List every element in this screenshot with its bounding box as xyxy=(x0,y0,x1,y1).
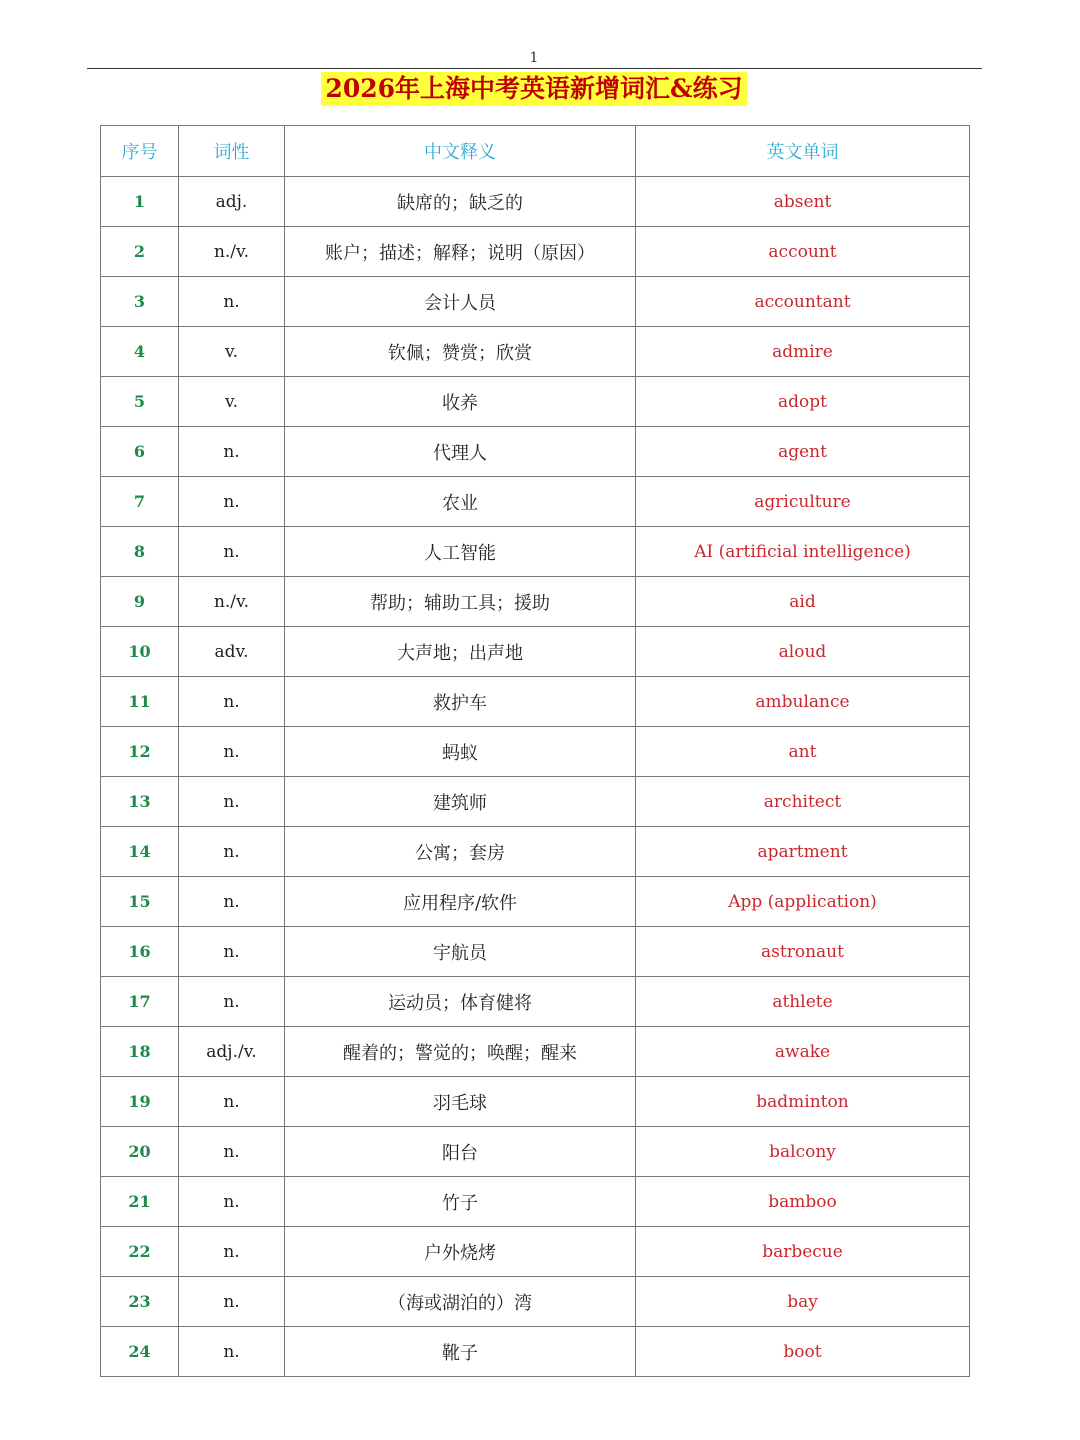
chinese-meaning-cell: 帮助；辅助工具；援助 xyxy=(285,577,636,627)
chinese-meaning-cell: 宇航员 xyxy=(285,927,636,977)
table-row xyxy=(101,427,970,477)
english-word-cell: accountant xyxy=(636,277,970,327)
chinese-meaning-cell: 公寓；套房 xyxy=(285,827,636,877)
part-of-speech-cell: n. xyxy=(179,677,285,727)
chinese-meaning-cell: 大声地；出声地 xyxy=(285,627,636,677)
serial-number-cell: 4 xyxy=(101,327,179,377)
part-of-speech-cell: n./v. xyxy=(179,227,285,277)
serial-number-cell: 14 xyxy=(101,827,179,877)
table-row xyxy=(101,1277,970,1327)
serial-number-cell: 20 xyxy=(101,1127,179,1177)
table-row xyxy=(101,677,970,727)
english-word-cell: adopt xyxy=(636,377,970,427)
serial-number-cell: 12 xyxy=(101,727,179,777)
title-wrap xyxy=(0,72,1068,106)
table-row xyxy=(101,627,970,677)
chinese-meaning-cell: 救护车 xyxy=(285,677,636,727)
table-row xyxy=(101,827,970,877)
serial-number-cell: 24 xyxy=(101,1327,179,1377)
english-word-cell: astronaut xyxy=(636,927,970,977)
english-word-cell: apartment xyxy=(636,827,970,877)
english-word-cell: architect xyxy=(636,777,970,827)
chinese-meaning-cell: （海或湖泊的）湾 xyxy=(285,1277,636,1327)
chinese-meaning-cell: 应用程序/软件 xyxy=(285,877,636,927)
english-word-cell: barbecue xyxy=(636,1227,970,1277)
part-of-speech-cell: adv. xyxy=(179,627,285,677)
english-word-cell: badminton xyxy=(636,1077,970,1127)
english-word-cell: App (application) xyxy=(636,877,970,927)
header-part-of-speech: 词性 xyxy=(179,126,285,177)
chinese-meaning-cell: 农业 xyxy=(285,477,636,527)
part-of-speech-cell: n. xyxy=(179,1077,285,1127)
table-row xyxy=(101,1327,970,1377)
serial-number-cell: 5 xyxy=(101,377,179,427)
table-row xyxy=(101,977,970,1027)
table-row xyxy=(101,527,970,577)
part-of-speech-cell: n. xyxy=(179,477,285,527)
english-word-cell: athlete xyxy=(636,977,970,1027)
part-of-speech-cell: v. xyxy=(179,377,285,427)
chinese-meaning-cell: 收养 xyxy=(285,377,636,427)
english-word-cell: admire xyxy=(636,327,970,377)
part-of-speech-cell: n. xyxy=(179,727,285,777)
table-row xyxy=(101,1177,970,1227)
serial-number-cell: 21 xyxy=(101,1177,179,1227)
part-of-speech-cell: n. xyxy=(179,1277,285,1327)
part-of-speech-cell: n. xyxy=(179,1177,285,1227)
part-of-speech-cell: n. xyxy=(179,1127,285,1177)
table-row xyxy=(101,327,970,377)
english-word-cell: bay xyxy=(636,1277,970,1327)
english-word-cell: aloud xyxy=(636,627,970,677)
header-chinese-meaning: 中文释义 xyxy=(285,126,636,177)
table-row xyxy=(101,477,970,527)
table-row xyxy=(101,227,970,277)
english-word-cell: aid xyxy=(636,577,970,627)
serial-number-cell: 13 xyxy=(101,777,179,827)
part-of-speech-cell: n. xyxy=(179,427,285,477)
chinese-meaning-cell: 缺席的；缺乏的 xyxy=(285,177,636,227)
english-word-cell: agent xyxy=(636,427,970,477)
part-of-speech-cell: n./v. xyxy=(179,577,285,627)
serial-number-cell: 11 xyxy=(101,677,179,727)
serial-number-cell: 10 xyxy=(101,627,179,677)
serial-number-cell: 15 xyxy=(101,877,179,927)
part-of-speech-cell: adj. xyxy=(179,177,285,227)
table-row xyxy=(101,727,970,777)
english-word-cell: AI (artificial intelligence) xyxy=(636,527,970,577)
serial-number-cell: 7 xyxy=(101,477,179,527)
table-row xyxy=(101,777,970,827)
serial-number-cell: 23 xyxy=(101,1277,179,1327)
english-word-cell: ambulance xyxy=(636,677,970,727)
part-of-speech-cell: n. xyxy=(179,1227,285,1277)
serial-number-cell: 19 xyxy=(101,1077,179,1127)
chinese-meaning-cell: 阳台 xyxy=(285,1127,636,1177)
header-rule xyxy=(87,68,982,69)
part-of-speech-cell: n. xyxy=(179,1327,285,1377)
table-row xyxy=(101,1127,970,1177)
english-word-cell: ant xyxy=(636,727,970,777)
chinese-meaning-cell: 蚂蚁 xyxy=(285,727,636,777)
table-row xyxy=(101,177,970,227)
table-row xyxy=(101,1227,970,1277)
serial-number-cell: 17 xyxy=(101,977,179,1027)
chinese-meaning-cell: 运动员；体育健将 xyxy=(285,977,636,1027)
header-serial-number: 序号 xyxy=(101,126,179,177)
header-english-word: 英文单词 xyxy=(636,126,970,177)
table-row xyxy=(101,277,970,327)
english-word-cell: awake xyxy=(636,1027,970,1077)
chinese-meaning-cell: 建筑师 xyxy=(285,777,636,827)
part-of-speech-cell: n. xyxy=(179,777,285,827)
page-title: 2026年上海中考英语新增词汇&练习 xyxy=(321,72,746,106)
table-header-row xyxy=(101,126,970,177)
table-row xyxy=(101,927,970,977)
serial-number-cell: 1 xyxy=(101,177,179,227)
vocabulary-table xyxy=(100,125,970,1377)
part-of-speech-cell: v. xyxy=(179,327,285,377)
part-of-speech-cell: n. xyxy=(179,927,285,977)
table-body xyxy=(101,177,970,1377)
chinese-meaning-cell: 竹子 xyxy=(285,1177,636,1227)
page-number: 1 xyxy=(529,50,539,66)
chinese-meaning-cell: 人工智能 xyxy=(285,527,636,577)
chinese-meaning-cell: 钦佩；赞赏；欣赏 xyxy=(285,327,636,377)
chinese-meaning-cell: 靴子 xyxy=(285,1327,636,1377)
english-word-cell: absent xyxy=(636,177,970,227)
chinese-meaning-cell: 账户；描述；解释；说明（原因） xyxy=(285,227,636,277)
chinese-meaning-cell: 会计人员 xyxy=(285,277,636,327)
part-of-speech-cell: n. xyxy=(179,827,285,877)
english-word-cell: agriculture xyxy=(636,477,970,527)
table-row xyxy=(101,1027,970,1077)
english-word-cell: account xyxy=(636,227,970,277)
serial-number-cell: 6 xyxy=(101,427,179,477)
part-of-speech-cell: n. xyxy=(179,877,285,927)
chinese-meaning-cell: 羽毛球 xyxy=(285,1077,636,1127)
part-of-speech-cell: n. xyxy=(179,277,285,327)
serial-number-cell: 22 xyxy=(101,1227,179,1277)
english-word-cell: balcony xyxy=(636,1127,970,1177)
serial-number-cell: 2 xyxy=(101,227,179,277)
table-row xyxy=(101,1077,970,1127)
part-of-speech-cell: adj./v. xyxy=(179,1027,285,1077)
english-word-cell: bamboo xyxy=(636,1177,970,1227)
chinese-meaning-cell: 户外烧烤 xyxy=(285,1227,636,1277)
part-of-speech-cell: n. xyxy=(179,527,285,577)
chinese-meaning-cell: 醒着的；警觉的；唤醒；醒来 xyxy=(285,1027,636,1077)
serial-number-cell: 8 xyxy=(101,527,179,577)
english-word-cell: boot xyxy=(636,1327,970,1377)
serial-number-cell: 18 xyxy=(101,1027,179,1077)
table-row xyxy=(101,377,970,427)
serial-number-cell: 16 xyxy=(101,927,179,977)
table-row xyxy=(101,577,970,627)
serial-number-cell: 3 xyxy=(101,277,179,327)
serial-number-cell: 9 xyxy=(101,577,179,627)
table-row xyxy=(101,877,970,927)
part-of-speech-cell: n. xyxy=(179,977,285,1027)
chinese-meaning-cell: 代理人 xyxy=(285,427,636,477)
